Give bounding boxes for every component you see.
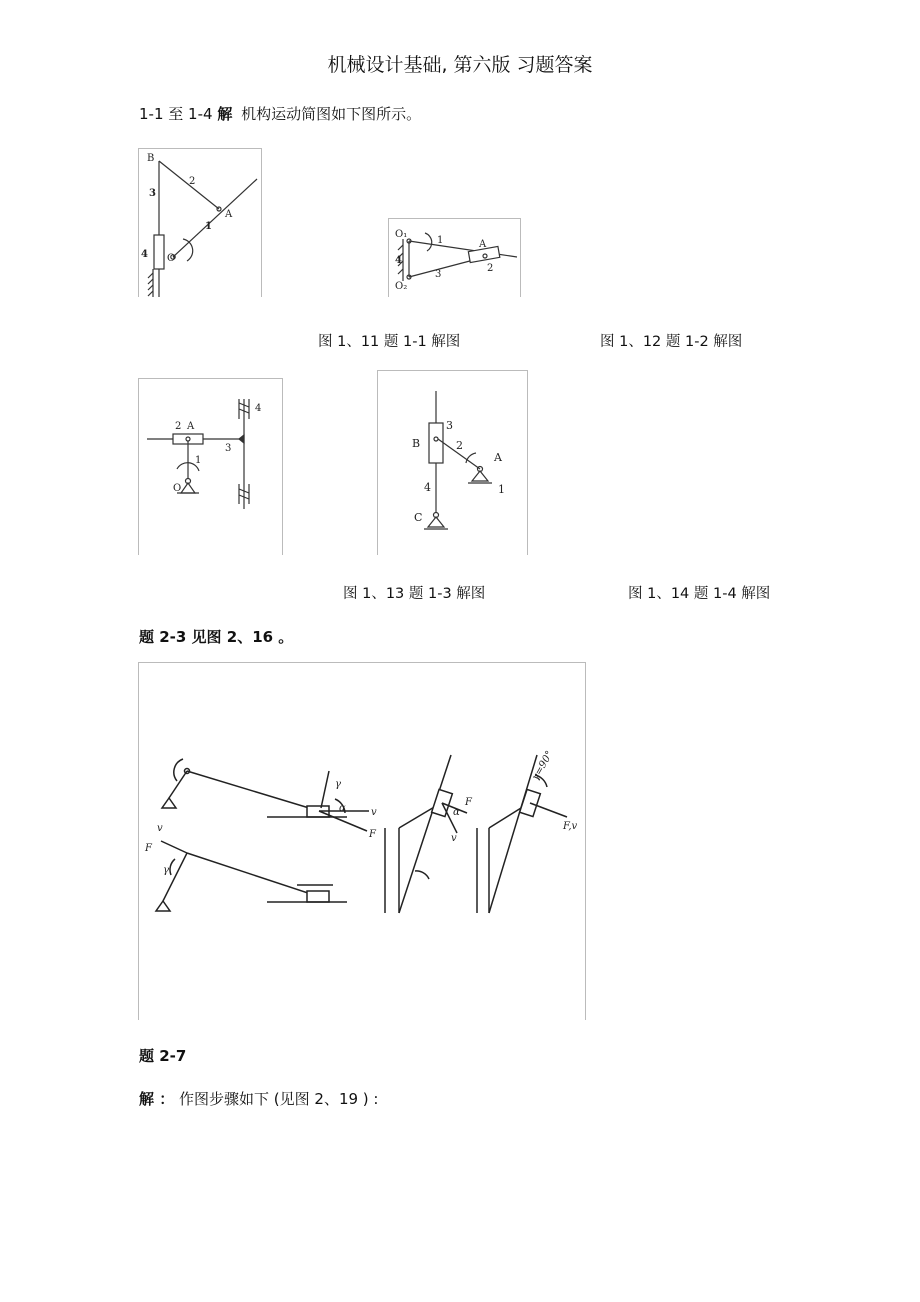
label-3: 3	[149, 188, 156, 199]
mechanism-diagram-1-13	[139, 379, 282, 555]
label-A: A	[494, 451, 502, 464]
label-v-middle: v	[451, 833, 457, 844]
label-Fv-right: F,v	[563, 821, 578, 832]
label-4: 4	[395, 255, 402, 266]
problem-2-7-heading: 题 2-7	[139, 1047, 187, 1065]
label-alpha-middle: α	[453, 807, 460, 818]
figure-1-12	[388, 218, 521, 297]
label-alpha-upper: α	[339, 803, 346, 814]
label-3: 3	[446, 419, 453, 432]
caption-fig-1-11: 图 1、11 题 1-1 解图	[318, 334, 461, 350]
label-gamma-upper: γ	[335, 779, 341, 790]
label-F-lower: F	[145, 843, 152, 854]
label-v-lower: v	[157, 823, 163, 834]
mechanism-diagram-1-11	[139, 149, 261, 297]
label-B: B	[412, 437, 421, 450]
intro-text: 机构运动简图如下图所示。	[241, 105, 422, 123]
figure-1-14	[377, 370, 528, 555]
label-C: C	[414, 511, 423, 524]
problem-2-7-solution	[139, 1088, 378, 1109]
figure-1-13	[138, 378, 283, 555]
solution-text: 作图步骤如下 (见图 2、19 ) :	[179, 1090, 379, 1108]
problem-range: 1-1 至 1-4	[139, 105, 213, 123]
label-1: 1	[195, 455, 202, 466]
label-3: 3	[435, 269, 442, 280]
figure-1-11	[138, 148, 262, 297]
label-A: A	[187, 421, 195, 432]
label-2: 2	[175, 421, 182, 432]
problem-2-3-heading: 题 2-3 见图 2、16 。	[139, 628, 294, 646]
label-2: 2	[456, 439, 463, 452]
label-2: 2	[487, 263, 494, 274]
caption-fig-1-12: 图 1、12 题 1-2 解图	[600, 334, 743, 350]
pressure-angle-diagram	[139, 663, 585, 1020]
figure-2-16	[138, 662, 586, 1020]
label-F-middle: F	[465, 797, 472, 808]
label-A: A	[479, 239, 487, 250]
section-intro	[139, 103, 421, 124]
label-O2: O₂	[395, 281, 408, 292]
label-O1: O₁	[395, 229, 408, 240]
label-1: 1	[498, 483, 505, 496]
label-O: O	[173, 483, 182, 494]
mechanism-diagram-1-12	[389, 219, 520, 297]
label-1: 1	[437, 235, 444, 246]
label-B: B	[147, 153, 155, 164]
label-v-upper: v	[371, 807, 377, 818]
page-title: 机械设计基础, 第六版 习题答案	[327, 54, 593, 76]
label-O: O	[167, 253, 176, 264]
solve-label: 解	[217, 105, 233, 123]
label-F-upper: F	[369, 829, 376, 840]
label-gamma90-right: γ=90°	[530, 749, 556, 783]
solve-label-2-7: 解 ：	[139, 1090, 175, 1108]
caption-fig-1-13: 图 1、13 题 1-3 解图	[343, 586, 486, 602]
label-A: A	[225, 209, 233, 220]
caption-fig-1-14: 图 1、14 题 1-4 解图	[628, 586, 771, 602]
label-2: 2	[189, 176, 196, 187]
label-3: 3	[225, 443, 232, 454]
label-4: 4	[141, 249, 148, 260]
label-4: 4	[424, 481, 431, 494]
label-gamma-lower: γ	[163, 865, 169, 876]
mechanism-diagram-1-14	[378, 371, 527, 555]
label-1: 1	[205, 221, 212, 232]
label-4: 4	[255, 403, 262, 414]
